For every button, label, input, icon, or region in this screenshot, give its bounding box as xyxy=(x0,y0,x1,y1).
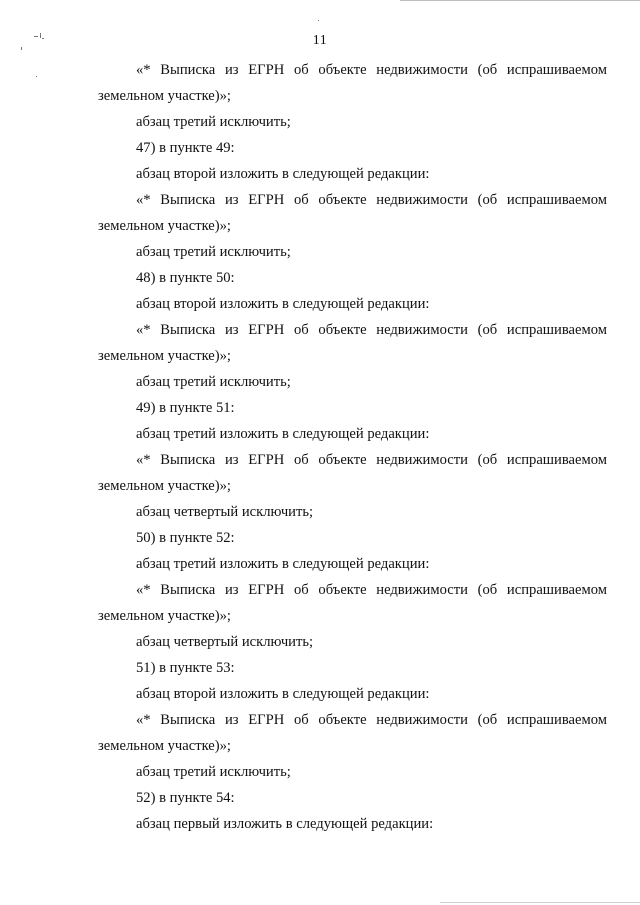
paragraph: абзац третий изложить в следующей редакции: xyxy=(136,426,430,442)
item-heading: 47) в пункте 49: xyxy=(136,140,235,156)
paragraph: абзац четвертый исключить; xyxy=(136,634,314,650)
quoted-paragraph-line: «* Выписка из ЕГРН об объекте недвижимости (об испрашиваемом xyxy=(136,712,607,728)
paragraph: абзац четвертый исключить; xyxy=(136,504,314,520)
quoted-paragraph-line: «* Выписка из ЕГРН об объекте недвижимости (об испрашиваемом xyxy=(136,452,607,468)
scan-edge-top xyxy=(400,0,640,1)
paragraph: абзац третий исключить; xyxy=(136,244,291,260)
item-heading: 50) в пункте 52: xyxy=(136,530,235,546)
paragraph: абзац второй изложить в следующей редакции: xyxy=(136,166,430,182)
paragraph: абзац первый изложить в следующей редакции: xyxy=(136,816,434,832)
item-heading: 48) в пункте 50: xyxy=(136,270,235,286)
document-body xyxy=(98,57,607,837)
quoted-paragraph-line: «* Выписка из ЕГРН об объекте недвижимости (об испрашиваемом xyxy=(136,322,607,338)
quoted-paragraph-continuation: земельном участке)»; xyxy=(98,738,231,754)
paragraph: абзац второй изложить в следующей редакции: xyxy=(136,686,430,702)
quoted-paragraph-line: «* Выписка из ЕГРН об объекте недвижимости (об испрашиваемом xyxy=(136,192,607,208)
item-heading: 52) в пункте 54: xyxy=(136,790,235,806)
quoted-paragraph-continuation: земельном участке)»; xyxy=(98,478,231,494)
quoted-paragraph-line: «* Выписка из ЕГРН об объекте недвижимости (об испрашиваемом xyxy=(136,582,607,598)
paragraph: абзац третий исключить; xyxy=(136,764,291,780)
paragraph: абзац третий изложить в следующей редакции: xyxy=(136,556,430,572)
page-number: 11 xyxy=(312,33,328,48)
scan-speck xyxy=(36,76,37,77)
scan-speck xyxy=(318,20,319,21)
quoted-paragraph-line: «* Выписка из ЕГРН об объекте недвижимости (об испрашиваемом xyxy=(136,62,607,78)
paragraph: абзац третий исключить; xyxy=(136,374,291,390)
quoted-paragraph-continuation: земельном участке)»; xyxy=(98,348,231,364)
item-heading: 49) в пункте 51: xyxy=(136,400,235,416)
item-heading: 51) в пункте 53: xyxy=(136,660,235,676)
quoted-paragraph-continuation: земельном участке)»; xyxy=(98,218,231,234)
scan-edge-bottom xyxy=(440,902,640,903)
quoted-paragraph-continuation: земельном участке)»; xyxy=(98,608,231,624)
quoted-paragraph-continuation: земельном участке)»; xyxy=(98,88,231,104)
paragraph: абзац второй изложить в следующей редакции: xyxy=(136,296,430,312)
paragraph: абзац третий исключить; xyxy=(136,114,291,130)
